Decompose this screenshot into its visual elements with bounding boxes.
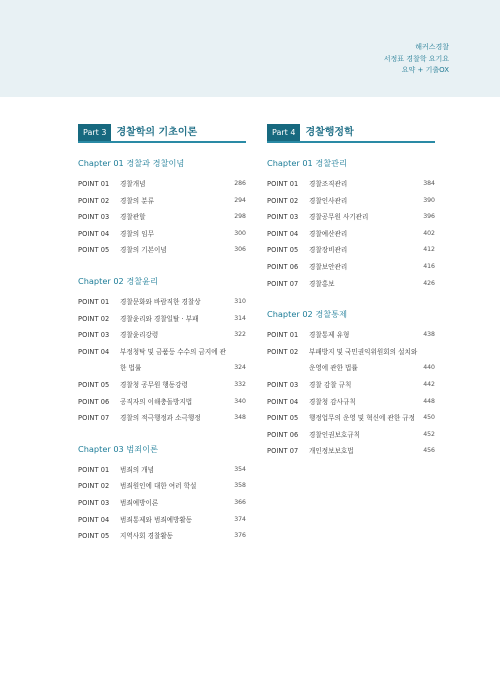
part-badge: Part 3: [78, 124, 111, 141]
toc-entry[interactable]: [78, 495, 246, 512]
entry-title: 경찰장비관리: [309, 246, 348, 255]
point-number: POINT 06: [78, 397, 110, 406]
entry-title: 개인정보보호법: [309, 447, 354, 456]
toc-column-part-4: [267, 124, 435, 460]
toc-entry[interactable]: [267, 443, 435, 460]
publisher-label: 해커스경찰: [415, 43, 449, 51]
page-number: 306: [234, 246, 246, 254]
entry-title: 경찰공무원 사기관리: [309, 213, 369, 222]
toc-entry[interactable]: [267, 276, 435, 293]
chapter-heading[interactable]: Chapter 02 경찰윤리: [78, 275, 158, 286]
entry-title: 경찰청 감사규칙: [309, 397, 356, 406]
toc-entry[interactable]: [267, 176, 435, 193]
toc-entry[interactable]: [267, 344, 435, 377]
page-number: 396: [423, 213, 435, 221]
page-number: 322: [234, 331, 246, 339]
entry-title: 경찰통제 유형: [309, 331, 350, 340]
point-number: POINT 05: [267, 414, 299, 423]
page-number: 448: [423, 397, 435, 405]
page-number: 374: [234, 515, 246, 523]
toc-entry[interactable]: [78, 377, 246, 394]
point-number: POINT 04: [78, 515, 110, 524]
page-number: 402: [423, 229, 435, 237]
entry-title: 경찰인사관리: [309, 196, 348, 205]
entry-title: 경찰예산관리: [309, 229, 348, 238]
part-title: 경찰학의 기초이론: [116, 127, 198, 138]
page-number: 366: [234, 498, 246, 506]
page-number: 310: [234, 297, 246, 305]
toc-entry[interactable]: [267, 410, 435, 427]
entry-title: 범죄의 개념: [120, 465, 154, 474]
page-number: 300: [234, 229, 246, 237]
page-number: 324: [234, 364, 246, 372]
point-number: POINT 07: [78, 414, 110, 423]
chapter-heading[interactable]: Chapter 01 경찰과 경찰이념: [78, 158, 185, 168]
page-number: 348: [234, 414, 246, 422]
toc-entry[interactable]: [78, 226, 246, 243]
point-number: POINT 07: [267, 279, 299, 288]
point-number: POINT 02: [78, 196, 110, 205]
point-number: POINT 05: [78, 532, 110, 541]
entry-title: 경찰의 기본이념: [120, 246, 167, 255]
toc-entry[interactable]: [78, 512, 246, 529]
point-number: POINT 05: [78, 380, 110, 389]
entry-title: 범죄예방이론: [120, 498, 159, 507]
point-number: POINT 01: [78, 465, 110, 474]
toc-entry[interactable]: [78, 242, 246, 259]
page-number: 298: [234, 213, 246, 221]
page-number: 332: [234, 380, 246, 388]
book-subtitle: 요약 + 기출OX: [401, 66, 449, 74]
toc-entry[interactable]: [78, 209, 246, 226]
point-number: POINT 03: [78, 331, 110, 340]
entry-title: 경찰인권보호규칙: [309, 430, 360, 439]
point-number: POINT 02: [78, 482, 110, 491]
point-number: POINT 03: [267, 380, 299, 389]
point-number: POINT 05: [267, 246, 299, 255]
point-number: POINT 01: [267, 331, 299, 340]
toc-entry[interactable]: [78, 193, 246, 210]
header-banner: [0, 0, 500, 97]
toc-entry[interactable]: [78, 478, 246, 495]
book-title-block: [384, 42, 449, 77]
point-number: POINT 03: [78, 498, 110, 507]
entry-title: 부패방지 및 국민권익위원회의 설치와 운영에 관한 법률: [309, 347, 418, 373]
point-number: POINT 04: [267, 397, 299, 406]
part-title: 경찰행정학: [305, 127, 354, 138]
entry-title: 경찰홍보: [309, 279, 335, 288]
point-number: POINT 02: [267, 347, 299, 356]
toc-entry[interactable]: [78, 394, 246, 411]
point-number: POINT 04: [78, 347, 110, 356]
entry-title: 경찰청 공무원 행동강령: [120, 380, 188, 389]
page-number: 416: [423, 262, 435, 270]
entry-title: 부정청탁 및 금품등 수수의 금지에 관한 법률: [120, 347, 227, 373]
point-number: POINT 06: [267, 430, 299, 439]
toc-entry[interactable]: [267, 327, 435, 344]
point-number: POINT 01: [78, 297, 110, 306]
entry-title: 공직자의 이해충돌방지법: [120, 397, 193, 406]
point-number: POINT 04: [267, 229, 299, 238]
page-number: 442: [423, 380, 435, 388]
page-number: 340: [234, 397, 246, 405]
part-heading: [78, 124, 246, 143]
book-title: 서정표 경찰학 요기요: [383, 54, 449, 63]
toc-entry[interactable]: [78, 311, 246, 328]
toc-entry[interactable]: [267, 394, 435, 411]
page-number: 450: [423, 414, 435, 422]
toc-entry[interactable]: [267, 209, 435, 226]
page-number: 452: [423, 430, 435, 438]
entry-title: 경찰관할: [120, 213, 146, 222]
point-number: POINT 06: [267, 262, 299, 271]
point-number: POINT 07: [267, 447, 299, 456]
toc-entry[interactable]: [78, 344, 246, 377]
entry-title: 경찰보안관리: [309, 262, 348, 271]
entry-title: 경찰의 적극행정과 소극행정: [120, 414, 201, 423]
toc-entry[interactable]: [267, 427, 435, 444]
toc-entry[interactable]: [78, 294, 246, 311]
toc-entry[interactable]: [78, 528, 246, 545]
point-number: POINT 03: [78, 213, 110, 222]
entry-title: 지역사회 경찰활동: [120, 532, 174, 541]
part-badge: Part 4: [267, 124, 300, 141]
entry-title: 경찰개념: [120, 180, 146, 188]
entry-title: 경찰문화와 바람직한 경찰상: [120, 297, 201, 306]
entry-title: 경찰의 임무: [120, 229, 154, 238]
toc-entry[interactable]: [267, 193, 435, 210]
page-number: 384: [423, 180, 435, 187]
page-number: 390: [423, 196, 435, 204]
entry-title: 범죄원인에 대한 여러 학설: [120, 482, 197, 491]
page-number: 358: [234, 482, 246, 490]
entry-title: 경찰의 분류: [120, 196, 154, 205]
toc-entry[interactable]: [267, 259, 435, 276]
point-number: POINT 05: [78, 246, 110, 255]
toc-entry[interactable]: [78, 327, 246, 344]
page-number: 314: [234, 314, 246, 322]
toc-entry[interactable]: [78, 176, 246, 193]
point-number: POINT 02: [78, 314, 110, 323]
chapter-heading[interactable]: Chapter 03 범죄이론: [78, 443, 158, 454]
entry-title: 경찰조직관리: [309, 180, 348, 188]
page-number: 438: [423, 331, 435, 339]
chapter-heading[interactable]: Chapter 01 경찰관리: [267, 158, 347, 168]
page-number: 426: [423, 279, 435, 287]
page-number: 456: [423, 447, 435, 455]
point-number: POINT 01: [267, 180, 299, 188]
page-number: 412: [423, 246, 435, 254]
entry-title: 경찰윤리와 경찰일탈 · 부패: [120, 314, 199, 323]
entry-title: 경찰 감찰 규칙: [309, 380, 352, 389]
toc-entry[interactable]: [78, 410, 246, 427]
page-number: 376: [234, 532, 246, 540]
point-number: POINT 03: [267, 213, 299, 222]
point-number: POINT 01: [78, 180, 110, 188]
page-number: 286: [234, 180, 246, 187]
point-number: POINT 04: [78, 229, 110, 238]
toc-entry[interactable]: [267, 377, 435, 394]
page-number: 440: [423, 364, 435, 372]
toc-column-part-3: [78, 124, 246, 545]
toc-entry[interactable]: [78, 462, 246, 479]
chapter-heading[interactable]: Chapter 02 경찰통제: [267, 309, 347, 320]
part-heading: [267, 124, 435, 143]
point-number: POINT 02: [267, 196, 299, 205]
entry-title: 범죄통제와 범죄예방활동: [120, 515, 193, 524]
entry-title: 행정업무의 운영 및 혁신에 관한 규정: [309, 414, 416, 423]
page-number: 294: [234, 196, 246, 204]
toc-entry[interactable]: [267, 242, 435, 259]
entry-title: 경찰윤리강령: [120, 331, 159, 340]
toc-entry[interactable]: [267, 226, 435, 243]
page-number: 354: [234, 465, 246, 473]
